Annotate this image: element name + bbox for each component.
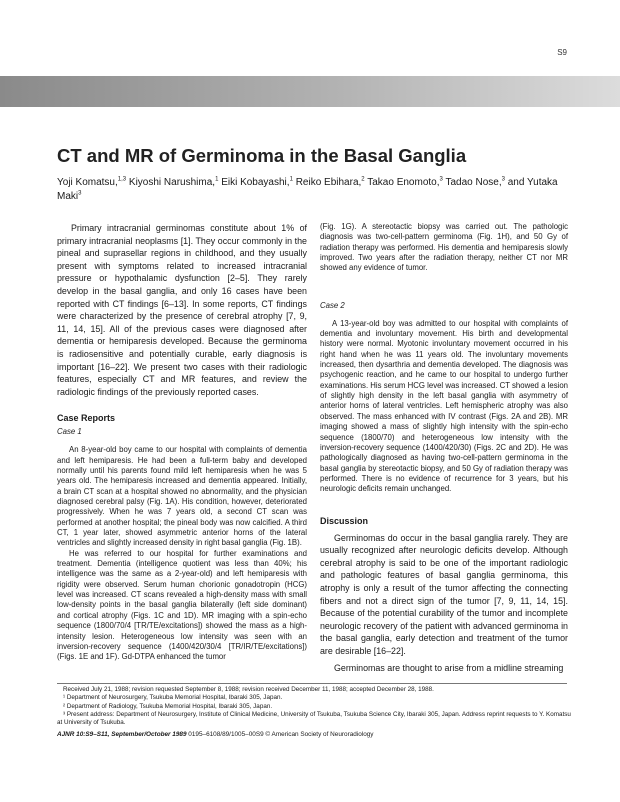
author-name: Reiko Ebihara, [295, 177, 362, 188]
case-reports-heading: Case Reports [57, 413, 116, 424]
right-column [320, 222, 568, 674]
author-name: and Yutaka Maki [57, 177, 558, 202]
author-name: Tadao Nose, [445, 177, 502, 188]
article-title: CT and MR of Germinoma in the Basal Ganglia [57, 145, 467, 166]
author-affiliation: 3 [501, 176, 505, 183]
case2-paragraph: A 13-year-old boy was admitted to our hospital with complaints of dementia and involuntary movement. His birth and developmental history were normal. Myotonic involuntary movement occurred in his right hand when he was 11 years old. The involuntary movements increased, then dysarthria and dementia developed. The diagnosis was psychogenic reaction, and he came to our hospital to undergo further examinations. His serum HCG level was increased. CT showed a lesion of slightly high density in the left basal ganglia with asymmetry of anterior horns of lateral ventricles. Left hemispheric atrophy was also observed. The mass enhanced with IV contrast (Figs. 2A and 2B). MR imaging showed a mass of slightly high intensity with the spin-echo sequence (1800/70) and heterogeneous low intensity with the inversion-recovery sequence (1400/420/30) (Figs. 2C and 2D). He was pathologically diagnosed as having two-cell-pattern germinoma in the basal ganglia by stereotactic biopsy, and 50 Gy of radiation therapy was performed. There is no evidence of recurrence for 3 years, but his neurologic deficits remain unchanged. [320, 318, 568, 494]
author-name: Yoji Komatsu, [57, 177, 118, 188]
affiliation-footnote: ² Department of Radiology, Tsukuba Memorial Hospital, Ibaraki 305, Japan. [63, 702, 273, 710]
author-name: Eiki Kobayashi, [221, 177, 290, 188]
affiliation-footnote: ³ Present address: Department of Neurosurgery, Institute of Clinical Medicine, University of Tsukuba, Tsukuba Science City, Ibaraki 305, Japan. Address reprint requests to Y. Komatsu at University of Tsukuba. [57, 710, 571, 727]
author-affiliation: 1 [215, 176, 219, 183]
author-affiliation: 1,3 [117, 176, 127, 183]
discussion-paragraph: Germinomas are thought to arise from a midline streaming [334, 662, 564, 673]
footnote-divider [57, 683, 567, 684]
page-number: S9 [557, 48, 567, 57]
author-name: Kiyoshi Narushima, [128, 177, 216, 188]
affiliation-footnote: ¹ Department of Neurosurgery, Tsukuba Memorial Hospital, Ibaraki 305, Japan. [63, 694, 283, 702]
journal-reference: AJNR 10:S9–S11, September/October 1989 [57, 731, 187, 738]
left-column [57, 222, 307, 663]
footnotes [57, 686, 573, 727]
author-affiliation: 3 [78, 190, 82, 197]
author-list [57, 176, 567, 203]
case1-label: Case 1 [57, 427, 82, 437]
case1-paragraph: He was referred to our hospital for further examinations and treatment. Dementia (intelligence quotient was less than 40%; his intelligence was the same as a 2-year-old) and left hemiparesis with rigidity were observed. Serum human chorionic gonadotropin (HCG) level was increased. CT scans revealed a high-density mass with small low-density points in the basal ganglia bilaterally (left side dominant) and cortical atrophy (Figs. 1C and 1D). MR imaging with a spin-echo sequence (1800/70/4 [TR/TE/excitations]) showed the mass as a high-intensity lesion. Heterogeneous low intensity was seen with an inversion-recovery sequence (1400/420/30/4 [TR/IR/TE/excitations]) (Figs. 1E and 1F). Gd-DTPA enhanced the tumor [57, 548, 307, 662]
case2-label: Case 2 [320, 300, 345, 310]
journal-copyright: 0195–6108/89/1005–00S9 © American Society of Neuroradiology [186, 731, 374, 738]
author-name: Takao Enomoto, [367, 177, 440, 188]
journal-citation [57, 731, 573, 738]
introduction-paragraph: Primary intracranial germinomas constitute about 1% of primary intracranial neoplasms [1]. They occur commonly in the pineal and suprasellar regions in childhood, and they usually present with symptoms related to increased intracranial pressure or hypothalamic dysfunction [2–5]. They rarely develop in the basal ganglia, and only 16 cases have been reported with CT findings [6–13]. In some reports, CT findings were characterized by the presence of cerebral atrophy [7, 9, 11, 14, 15]. All of the previous cases were diagnosed after dementia or hemiparesis developed. Because the germinoma is radiosensitive and potentially curable, early diagnosis is important [16–22]. We present two cases with their radiologic features, especially CT and MR features, and review the radiologic findings of the previously reported cases. [57, 223, 307, 397]
header-band [0, 76, 620, 107]
case1-continuation: (Fig. 1G). A stereotactic biopsy was carried out. The pathologic diagnosis was two-cell-pattern germinoma (Fig. 1H), and 50 Gy of radiation therapy was performed. His dementia and hemiparesis slowly improved. Two years after the radiation therapy, neither CT nor MR showed any evidence of tumor. [320, 222, 568, 273]
discussion-paragraph: Germinomas do occur in the basal ganglia rarely. They are usually recognized after neurologic deficits develop. Although cerebral atrophy is said to be one of the important radiologic and pathologic features of basal ganglia germinoma, this atrophy is only a result of the tumor affecting the connecting fibers and not a direct sign of the tumor [7, 9, 11, 14, 15]. Because of the potential curability of the tumor and incomplete neurologic recovery of the patient with advanced germinoma in the basal ganglia, early detection and treatment of the tumor are desirable [16–22]. [320, 532, 568, 656]
discussion-heading: Discussion [320, 515, 369, 526]
case1-paragraph: An 8-year-old boy came to our hospital with complaints of dementia and left hemiparesis. He had been a full-term baby and developed normally until his parents found mild left hemiparesis when he was 5 years old. The hemiparesis increased and dementia appeared. Initially, a brain CT scan at a hospital showed no abnormality, and the physician diagnosed cerebral palsy (Fig. 1A). His condition, however, deteriorated progressively. When he was 7 years old, a second CT scan was performed at another hospital; the pineal body was now calcified. A third CT, 1 year later, showed asymmetric anterior horns of the lateral ventricles and slightly increased density in right basal ganglia (Fig. 1B). [57, 445, 307, 548]
author-affiliation: 1 [289, 176, 293, 183]
author-affiliation: 2 [361, 176, 365, 183]
author-affiliation: 3 [439, 176, 443, 183]
received-dates: Received July 21, 1988; revision requested September 8, 1988; revision received December 11, 1988; accepted December 28, 1988. [63, 686, 434, 693]
